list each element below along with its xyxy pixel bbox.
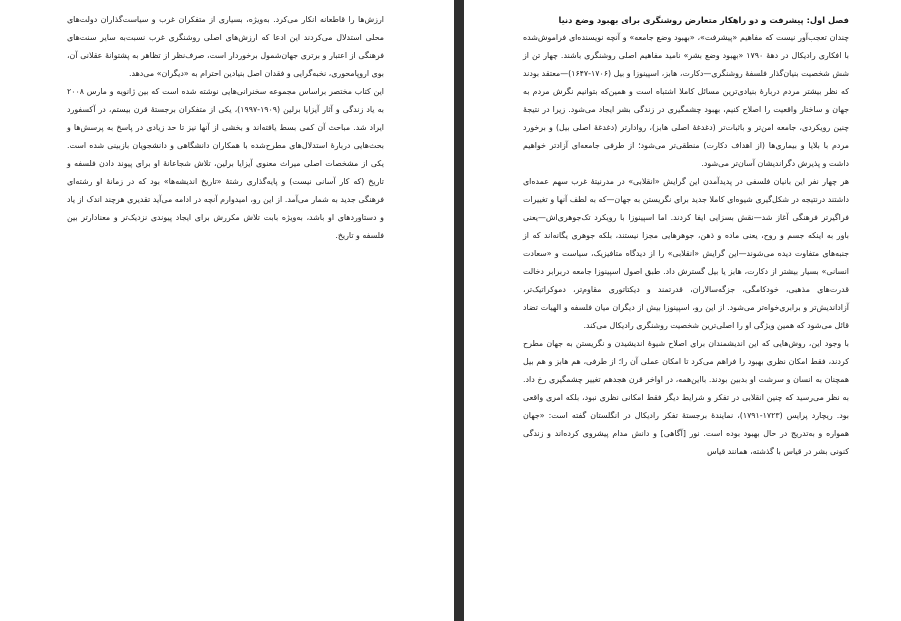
right-paragraph-2: هر چهار نفر این بانیان فلسفی در پدیدآمدن این گرایش «انقلابی» در مدرنیتهٔ غرب سهم عمده‌ای داشتند درنتیجه در شکل‌گیری شیوه‌ای کاملا جدید برای نگریستن به جهان—که به لطف آنها و تغییرات فراگیرتر فرهنگی آغاز شد—نقش بسزایی ایفا کردند. اما اسپینوزا با رویکرد تک‌جوهری‌اش—یعنی باور به اینکه جسم و روح، یعنی ماده و ذهن، جوهرهایی مجزا نیستند، بلکه جوهری یگانه‌اند که از جنبه‌های متفاوت دیده می‌شوند—این گرایش «انقلابی» را از دیدگاه متافیزیک، سیاست و «سعادت انسانی» بسیار بیشتر از دکارت، هابز یا بیل گسترش داد. طبق اصول اسپینوزا جامعه دربرابر دخالت قدرت‌های مذهبی، خودکامگی، جزگه‌سالاران، قدرتمند و دیکتاتوری مقاوم‌تر، دموکراتیک‌تر، آزاداندیش‌تر و برابری‌خواه‌تر می‌شود. از این رو، اسپینوزا بیش از دیگران میان فلسفه و الهیات تضاد قائل می‌شود که همین ویژگی او را اصلی‌ترین شخصیت روشنگری رادیکال می‌کند. bbox=[523, 177, 849, 330]
right-paragraph-1: چندان تعجب‌آور نیست که مفاهیم «پیشرفت»، «بهبود وضع جامعه» و آنچه نویسنده‌ای فراموش‌شده با افکاری رادیکال در دههٔ ۱۷۹۰ «بهبود وضع بشر» نامید مفاهیم اصلی روشنگری باشند. چهار تن از شش شخصیت بنیان‌گذار فلسفهٔ روشنگری—دکارت، هابز، اسپینوزا و بیل (۱۷۰۶-۱۶۴۷)—معتقد بودند که نظر بیشتر مردم دربارهٔ بنیادی‌ترین مسائل کاملا اشتباه است و همین‌که بتوانیم نگرش مردم به جهان و ساختار واقعیت را اصلاح کنیم، بهبود چشمگیری در زندگی بشر ایجاد می‌شود. زیرا در نتیجهٔ چنین رویکردی، جامعه امن‌تر و باثبات‌تر (دغدغهٔ اصلی هابز)، روادارتر (دغدغهٔ اصلی بیل) و برخورد مردم با بلایا و بیماری‌ها (از اهداف دکارت) منطقی‌تر می‌شود؛ از طرفی جامعه‌ای آزادتر خواهیم داشت و پذیرش دگراندیشان آسان‌تر می‌شود. bbox=[523, 33, 850, 168]
left-paragraph-1: ارزش‌ها را قاطعانه انکار می‌کرد. به‌ویژه، بسیاری از متفکران غرب و سیاست‌گذاران دولت‌های محلی استدلال می‌کردند این ادعا که ارزش‌های اصلی روشنگری غرب نسبت‌به سایر سنت‌های فرهنگی از اعتبار و برتری جهان‌شمول برخوردار است، صرف‌نظر از تظاهر به پشتوانهٔ عقلانی آن، بوی اروپامحوری، نخبه‌گرایی و فقدان اصل بنیادین احترام به «دیگران» می‌دهد. bbox=[67, 15, 384, 78]
page-gutter bbox=[454, 0, 464, 621]
left-paragraph-2: این کتاب مختصر براساس مجموعه سخنرانی‌هایی نوشته شده است که بین ژانویه و مارس ۲۰۰۸ به یاد زندگی و آثار آیزایا برلین (۱۹۰۹-۱۹۹۷)، یکی از متفکران برجستهٔ قرن بیستم، در آکسفورد ایراد شد. مباحث آن کمی بسط یافته‌اند و بخشی از آنها نیز تا حد زیادی در پاسخ به پرسش‌ها و بحث‌هایی دربارهٔ استدلال‌های مطرح‌شده با همکاران دانشگاهی و دانشجویان بازبینی شده است. یکی از مشخصات اصلی میراث معنوی آیزایا برلین، تلاش شجاعانهٔ او برای پیوند دادن فلسفه و تاریخ (که کار آسانی نیست) و پایه‌گذاری رشتهٔ «تاریخ اندیشه‌ها» بود که در زمانهٔ او رشته‌ای فرهنگی جدید به شمار می‌آمد. از این رو، امیدوارم آنچه در ادامه می‌آید تقدیری هرچند اندک از یاد و دستاوردهای او باشد، به‌ویژه بابت تلاش مکررش برای ایجاد پیوندی نزدیک‌تر و معنادارتر بین فلسفه و تاریخ. bbox=[67, 87, 385, 240]
chapter-heading: فصل اول: پیشرفت و دو راهکار متعارض روشنگری برای بهبود وضع دنیا bbox=[558, 15, 849, 25]
right-page bbox=[464, 0, 901, 621]
right-paragraph-3: با وجود این، روش‌هایی که این اندیشمندان برای اصلاح شیوهٔ اندیشیدن و نگریستن به جهان مطرح کردند، فقط امکان نظری بهبود را فراهم می‌کرد تا امکان عملی آن را؛ از طرفی، هم هابز و هم بیل همچنان به انسان و سرشت او بدبین بودند. بااین‌همه، در اواخر قرن هجدهم تغییر چشمگیری رخ داد. به نظر می‌رسید که چنین انقلابی در تفکر و شرایط دیگر فقط امکانی نظری نبود، بلکه امری واقعی بود. ریچارد پرایس (۱۷۲۳-۱۷۹۱)، نمایندهٔ برجستهٔ تفکر رادیکال در انگلستان گفته است: «جهان همواره و به‌تدریج در حال بهبود بوده است. نور [آگاهی] و دانش مدام پیشروی کرده‌اند و زندگی کنونی بشر در قیاس با گذشته، همانند قیاس bbox=[523, 339, 849, 456]
